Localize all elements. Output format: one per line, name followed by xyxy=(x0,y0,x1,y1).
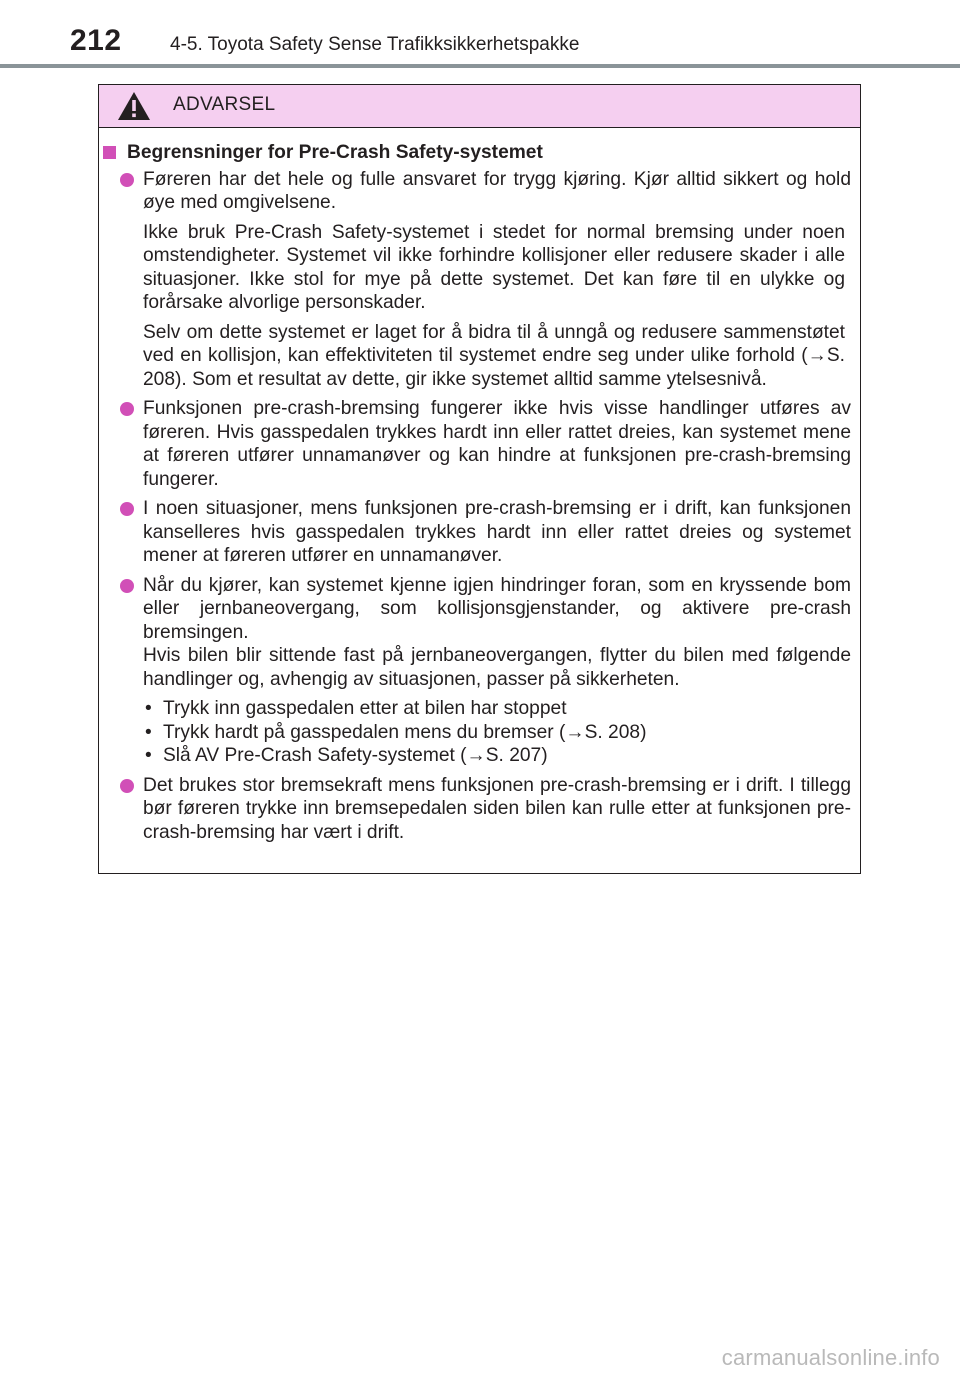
header-divider xyxy=(0,64,960,68)
sub-list-item: • Slå AV Pre-Crash Safety-systemet (→S. 207) xyxy=(99,744,859,768)
sub-list xyxy=(99,697,859,768)
sub-list-item: • Trykk inn gasspedalen etter at bilen har stoppet xyxy=(99,697,859,721)
list-item: Det brukes stor bremsekraft mens funksjonen pre-crash-bremsing er i drift. I tillegg bør føreren trykke inn bremsepedalen siden bilen kan rulle etter at funksjonen pre-crash-bremsing har vært i drift. xyxy=(99,774,859,845)
circle-bullet-icon xyxy=(120,579,134,593)
page-header xyxy=(0,0,960,70)
warning-triangle-icon xyxy=(117,91,151,121)
warning-box xyxy=(98,84,861,874)
list-item: Funksjonen pre-crash-bremsing fungerer ikke hvis visse handlinger utføres av føreren. Hvis gasspedalen trykkes hardt inn eller rattet dreies, kan systemet mene at føreren utfører unnamanøver og kan hindre at funksjonen pre-crash-bremsing fungerer. xyxy=(99,397,859,491)
watermark: carmanualsonline.info xyxy=(721,1345,940,1370)
circle-bullet-icon xyxy=(120,402,134,416)
paragraph: Ikke bruk Pre-Crash Safety-systemet i stedet for normal bremsing under noen omstendigheter. Systemet vil ikke forhindre kollisjoner eller redusere skader i alle situasjoner. Ikke stol for mye på dette systemet. Det kan føre til en ulykke og forårsake alvorlige personskader. xyxy=(143,221,845,313)
list-item: Når du kjører, kan systemet kjenne igjen hindringer foran, som en kryssende bom eller jernbaneovergang, som kollisjonsgjenstander, og aktivere pre-crash bremsingen. Hvis bilen blir sittende fast på jernbaneovergangen, flytter du bilen med følgende handlinger og, avhengig av situasjonen, passer på sikkerheten. xyxy=(99,574,859,692)
warning-content xyxy=(99,141,859,844)
section-title: 4-5. Toyota Safety Sense Trafikksikkerhetspakke xyxy=(170,34,580,55)
circle-bullet-icon xyxy=(120,173,134,187)
warning-label: ADVARSEL xyxy=(173,94,276,115)
list-item: Føreren har det hele og fulle ansvaret for trygg kjøring. Kjør alltid sikkert og hold øye med omgivelsene. xyxy=(99,168,859,215)
sub-list-item: • Trykk hardt på gasspedalen mens du bremser (→S. 208) xyxy=(99,721,859,745)
circle-bullet-icon xyxy=(120,502,134,516)
warning-subheading: Begrensninger for Pre-Crash Safety-systemet xyxy=(99,141,859,165)
warning-header xyxy=(99,85,860,128)
paragraph: Selv om dette systemet er laget for å bidra til å unngå og redusere sammenstøtet ved en kollisjon, kan effektiviteten til systemet endre seg under ulike forhold (→S. 208). Som et resultat av dette, gir ikke systemet alltid samme ytelsesnivå. xyxy=(143,321,845,390)
circle-bullet-icon xyxy=(120,779,134,793)
list-item: I noen situasjoner, mens funksjonen pre-crash-bremsing er i drift, kan funksjonen kanselleres hvis gasspedalen trykkes hardt inn eller rattet dreies og systemet mener at føreren utfører en unnamanøver. xyxy=(99,497,859,568)
square-bullet-icon xyxy=(103,146,116,159)
page-number: 212 xyxy=(70,24,122,57)
